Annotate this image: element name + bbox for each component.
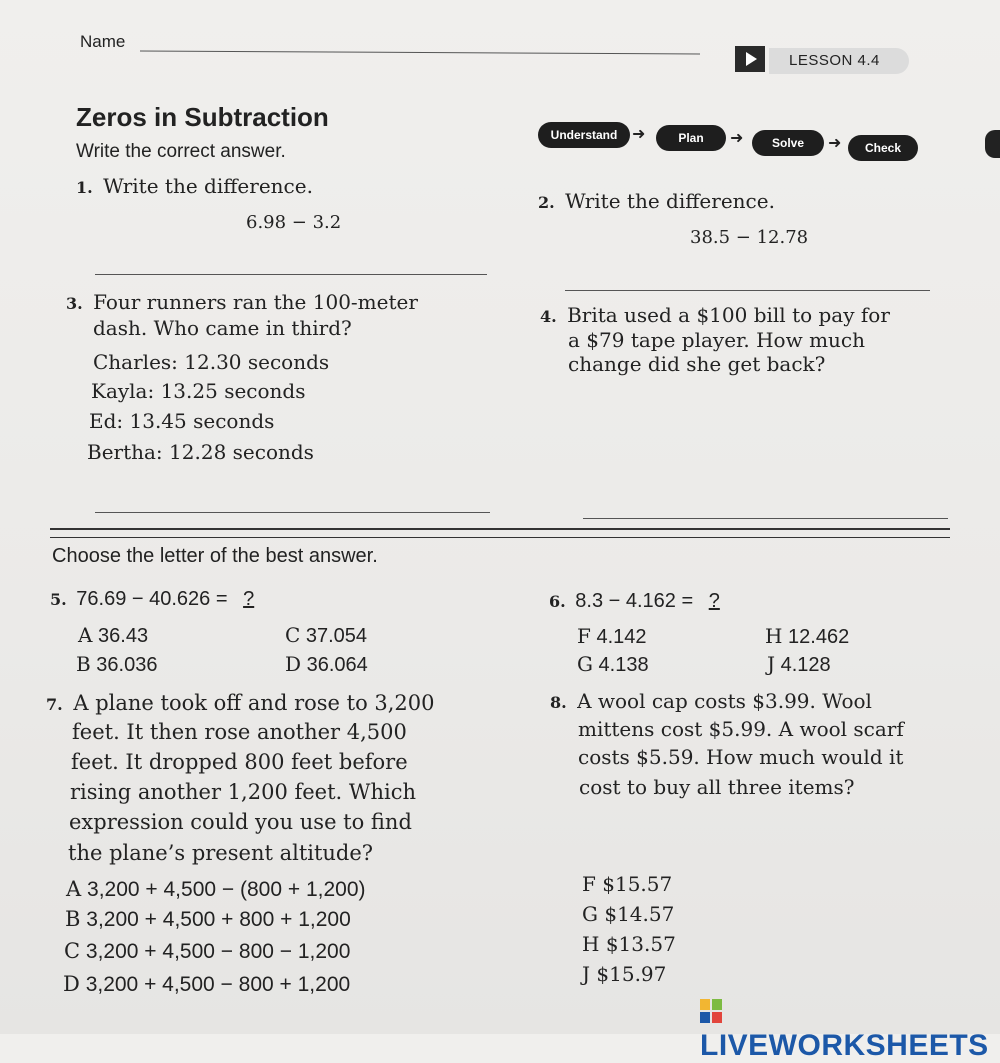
question-prompt: Write the difference.: [565, 189, 775, 213]
choice-text: 4.138: [598, 654, 649, 676]
arrow-right-icon: ➜: [632, 126, 646, 143]
choice-a[interactable]: [66, 875, 366, 904]
runner-kayla: Kayla: 13.25 seconds: [91, 379, 306, 403]
part2-instructions: Choose the letter of the best answer.: [52, 545, 378, 567]
choice-f[interactable]: [577, 622, 647, 652]
step-understand: Understand: [538, 122, 630, 148]
runner-bertha: Bertha: 12.28 seconds: [87, 440, 314, 464]
answer-blank[interactable]: ?: [243, 588, 255, 610]
step-solve: Solve: [752, 130, 824, 156]
question-text-line: a $79 tape player. How much: [568, 328, 865, 352]
choice-letter: C: [285, 623, 301, 647]
liveworksheets-icon: [700, 999, 722, 1023]
question-5: [50, 585, 264, 614]
question-text-line: costs $5.59. How much would it: [578, 745, 904, 769]
choice-letter: A: [66, 877, 82, 901]
choice-text: $15.57: [602, 872, 673, 896]
step-check: Check: [848, 135, 918, 161]
question-number: 2.: [538, 193, 555, 212]
choice-text: 36.036: [96, 654, 158, 676]
arrow-right-icon: ➜: [828, 135, 842, 152]
instructions: Write the correct answer.: [76, 141, 286, 162]
choice-letter: F: [577, 624, 591, 648]
choice-a[interactable]: [78, 621, 148, 651]
lesson-badge: [735, 46, 910, 78]
question-number: 8.: [550, 693, 567, 712]
question-number: 3.: [66, 294, 83, 313]
question-text-line: cost to buy all three items?: [579, 775, 855, 799]
choice-letter: B: [65, 907, 81, 931]
question-1-expression: 6.98 − 3.2: [246, 212, 342, 233]
answer-line-1[interactable]: [95, 274, 487, 275]
step-plan: Plan: [656, 125, 726, 151]
question-number: 5.: [50, 590, 67, 609]
choice-text: $13.57: [605, 932, 676, 956]
choice-letter: B: [76, 652, 91, 676]
choice-text: 3,200 + 4,500 + 800 + 1,200: [86, 908, 351, 931]
choice-letter: J: [582, 962, 591, 986]
section-divider: [50, 528, 950, 530]
answer-line-4[interactable]: [583, 518, 948, 519]
answer-line-3[interactable]: [95, 512, 490, 513]
question-2-expression: 38.5 − 12.78: [690, 227, 809, 248]
section-divider: [50, 537, 950, 538]
choice-text: 3,200 + 4,500 − (800 + 1,200): [87, 878, 366, 901]
choice-letter: G: [577, 652, 593, 676]
choice-text: $15.97: [596, 962, 667, 986]
name-label: Name: [80, 32, 126, 51]
question-number: 6.: [549, 592, 566, 611]
page-tab-mark: [985, 130, 1000, 158]
choice-j[interactable]: [767, 650, 831, 680]
question-2: [538, 187, 775, 217]
choice-text: $14.57: [604, 902, 675, 926]
question-text-line: feet. It then rose another 4,500: [72, 720, 407, 744]
choice-letter: H: [765, 624, 783, 648]
question-6: [549, 587, 730, 616]
liveworksheets-logo: [700, 995, 1000, 1063]
question-8: [550, 687, 872, 717]
question-number: 7.: [46, 695, 63, 714]
question-text-line: expression could you use to find: [69, 810, 412, 834]
question-text-line: Four runners ran the 100-meter: [93, 290, 418, 314]
play-icon: [735, 46, 765, 72]
choice-c[interactable]: [64, 937, 350, 966]
question-expression: 76.69 − 40.626 =: [76, 588, 228, 610]
question-text-line: feet. It dropped 800 feet before: [71, 750, 408, 774]
choice-letter: G: [582, 902, 598, 926]
choice-f[interactable]: [582, 870, 672, 899]
choice-letter: J: [767, 652, 776, 676]
question-text-line: A plane took off and rose to 3,200: [73, 691, 435, 715]
answer-line-2[interactable]: [565, 290, 930, 291]
page-title: Zeros in Subtraction: [76, 102, 329, 132]
choice-text: 3,200 + 4,500 − 800 + 1,200: [85, 973, 351, 996]
runner-charles: Charles: 12.30 seconds: [93, 350, 330, 374]
choice-j[interactable]: [582, 960, 666, 989]
question-7: [46, 689, 435, 719]
question-text-line: Brita used a $100 bill to pay for: [567, 303, 890, 327]
choice-letter: D: [63, 972, 80, 996]
choice-text: 4.128: [780, 654, 831, 676]
answer-blank[interactable]: ?: [708, 590, 720, 612]
choice-d[interactable]: [285, 650, 368, 680]
question-text-line: mittens cost $5.99. A wool scarf: [578, 717, 904, 741]
choice-b[interactable]: [65, 905, 351, 934]
choice-text: 3,200 + 4,500 − 800 − 1,200: [85, 940, 351, 963]
lesson-label: LESSON 4.4: [769, 48, 909, 74]
question-number: 4.: [540, 307, 557, 326]
question-expression: 8.3 − 4.162 =: [575, 590, 694, 612]
choice-h[interactable]: [582, 930, 676, 959]
choice-text: 36.43: [98, 625, 149, 647]
choice-g[interactable]: [577, 650, 649, 680]
question-number: 1.: [76, 178, 93, 197]
choice-g[interactable]: [582, 900, 674, 929]
choice-letter: C: [64, 939, 81, 963]
question-text-line: rising another 1,200 feet. Which: [70, 780, 417, 804]
choice-letter: D: [285, 652, 302, 676]
logo-text: LIVEWORKSHEETS: [700, 1029, 989, 1062]
choice-text: 37.054: [305, 625, 368, 647]
choice-c[interactable]: [285, 621, 367, 651]
choice-text: 12.462: [788, 626, 850, 648]
question-1: [76, 172, 313, 202]
choice-letter: A: [78, 623, 93, 647]
choice-letter: H: [582, 932, 600, 956]
question-text-line: dash. Who came in third?: [93, 316, 352, 340]
choice-h[interactable]: [765, 622, 849, 652]
runner-ed: Ed: 13.45 seconds: [89, 409, 275, 433]
question-text-line: the plane’s present altitude?: [68, 841, 374, 865]
arrow-right-icon: ➜: [730, 130, 744, 147]
choice-b[interactable]: [76, 650, 157, 680]
choice-letter: F: [582, 872, 596, 896]
question-text-line: change did she get back?: [568, 352, 826, 376]
choice-text: 36.064: [306, 654, 368, 676]
question-text-line: A wool cap costs $3.99. Wool: [577, 689, 872, 713]
choice-text: 4.142: [596, 626, 647, 648]
choice-d[interactable]: [63, 970, 350, 999]
question-prompt: Write the difference.: [103, 174, 313, 198]
name-answer-line[interactable]: [140, 51, 700, 55]
